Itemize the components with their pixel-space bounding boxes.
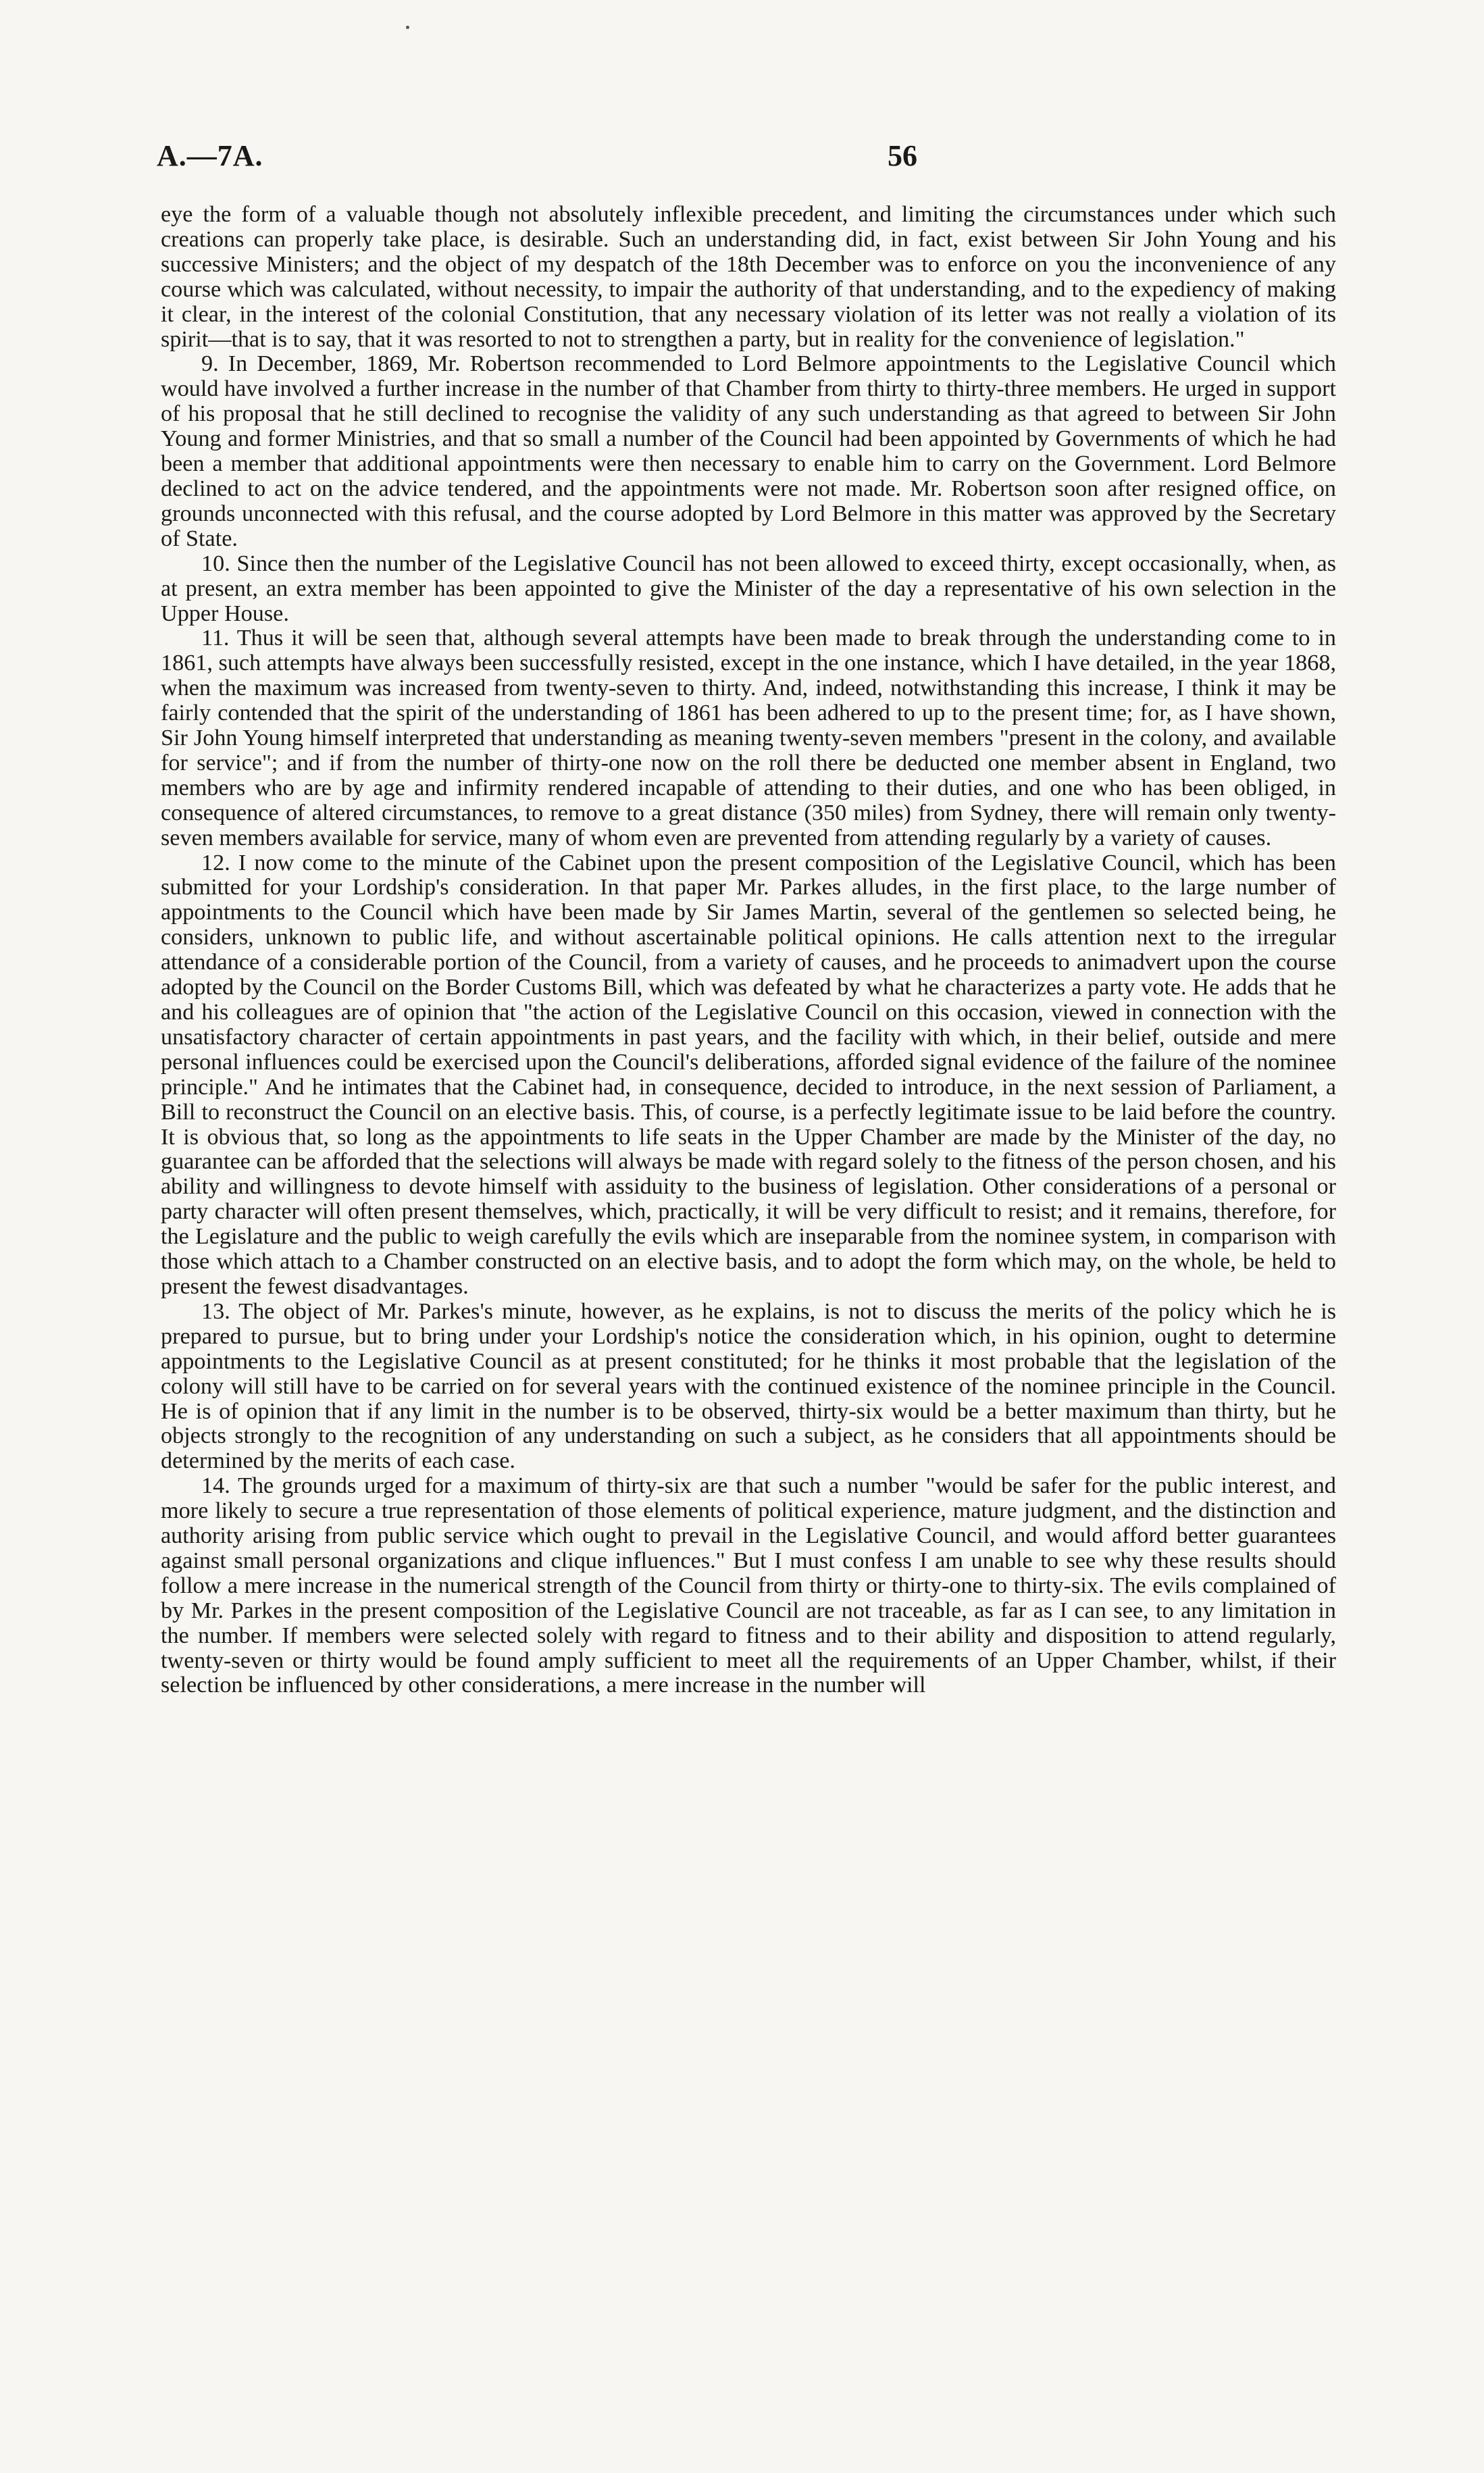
paragraph-text: The object of Mr. Parkes's minute, however, as he explains, is not to discuss the merits of the policy which he is prepared to pursue, but to bring under your Lordship's notice the consideration which, in his opinion, ought to determine appointments to the Legislative Council as at present constituted; for he thinks it most probable that the legislation of the colony will still have to be carried on for several years with the continued existence of the nominee principle in the Council. He is of opinion that if any limit in the number is to be observed, thirty-six would be a better maximum than thirty, but he objects strongly to the recognition of any understanding on such a subject, as he considers that all appointments should be determined by the merits of each case. — [161, 1298, 1337, 1474]
paragraph-number: 11. — [201, 626, 230, 651]
paragraph-9 — [161, 352, 1336, 551]
paragraph-number: 12. — [201, 850, 230, 875]
paragraph-number: 10. — [201, 551, 230, 576]
paragraph-12 — [161, 851, 1336, 1300]
document-reference: A.—7A. — [157, 139, 263, 172]
paragraph-text: In December, 1869, Mr. Robertson recommended to Lord Belmore appointments to the Legislative Council which would have involved a further increase in the number of that Chamber from thirty to thirty-three members. He urged in support of his proposal that he still declined to recognise the validity of any such understanding as that agreed to between Sir John Young and former Ministries, and that so small a number of the Council had been appointed by Governments of which he had been a member that additional appointments were then necessary to enable him to carry on the Government. Lord Belmore declined to act on the advice tendered, and the appointments were not made. Mr. Robertson soon after resigned office, on grounds unconnected with this refusal, and the course adopted by Lord Belmore in this matter was approved by the Secretary of State. — [161, 351, 1337, 551]
paragraph-14 — [161, 1474, 1336, 1698]
paragraph-13 — [161, 1300, 1336, 1474]
page-number: 56 — [888, 139, 917, 172]
paragraph-number: 14. — [201, 1473, 230, 1499]
paragraph-10 — [161, 552, 1336, 627]
paragraph-text: Since then the number of the Legislative Council has not been allowed to exceed thirty, except occasionally, when, as at present, an extra member has been appointed to give the Minister of the day a representative of his own selection in the Upper House. — [161, 551, 1336, 626]
page-header — [157, 138, 1335, 179]
paragraph-text: I now come to the minute of the Cabinet upon the present composition of the Legislative Council, which has been submitted for your Lordship's consideration. In that paper Mr. Parkes alludes, in the first place, to the large number of appointments to the Council which have been made by Sir James Martin, several of the gentlemen so selected being, he considers, unknown to public life, and without ascertainable political opinions. He calls attention next to the irregular attendance of a considerable portion of the Council, from a variety of causes, and he proceeds to animadvert upon the course adopted by the Council on the Border Customs Bill, which was defeated by what he characterizes a party vote. He adds that he and his colleagues are of opinion that "the action of the Legislative Council on this occasion, viewed in connection with the unsatisfactory character of certain appointments in past years, and the facility with which, in their belief, outside and mere personal influences could be exercised upon the Council's deliberations, afforded signal evidence of the failure of the nominee principle." And he intimates that the Cabinet had, in consequence, decided to introduce, in the next session of Parliament, a Bill to reconstruct the Council on an elective basis. This, of course, is a perfectly legitimate issue to be laid before the country. It is obvious that, so long as the appointments to life seats in the Upper Chamber are made by the Minister of the day, no guarantee can be afforded that the selections will always be made with regard solely to the fitness of the person chosen, and his ability and willingness to devote himself with assiduity to the business of legislation. Other considerations of a personal or party character will often present themselves, which, practically, it will be very difficult to resist; and it remains, therefore, for the Legislature and the public to weigh carefully the evils which are inseparable from the nominee system, in comparison with those which attach to a Chamber constructed on an elective basis, and to adopt the form which may, on the whole, be held to present the fewest disadvantages. — [161, 850, 1337, 1299]
ink-speck — [406, 26, 409, 29]
paragraph-11 — [161, 626, 1336, 850]
paragraph-number: 13. — [201, 1298, 230, 1324]
paragraph-number: 9. — [201, 351, 219, 377]
paragraph-continued — [161, 203, 1336, 352]
paragraph-text: Thus it will be seen that, although several attempts have been made to break through the understanding come to in 1861, such attempts have always been successfully resisted, except in the one instance, which I have detailed, in the year 1868, when the maximum was increased from twenty-seven to thirty. And, indeed, notwithstanding this increase, I think it may be fairly contended that the spirit of the understanding of 1861 has been adhered to up to the present time; for, as I have shown, Sir John Young himself interpreted that understanding as meaning twenty-seven members "present in the colony, and available for service"; and if from the number of thirty-one now on the roll there be deducted one member absent in England, two members who are by age and infirmity rendered incapable of attending to their duties, and one who has been obliged, in consequence of altered circumstances, to remove to a great distance (350 miles) from Sydney, there will remain only twenty-seven members available for service, many of whom even are prevented from attending regularly by a variety of causes. — [161, 626, 1336, 850]
paragraph-text: The grounds urged for a maximum of thirty-six are that such a number "would be safer for the public interest, and more likely to secure a true representation of those elements of political experience, mature judgment, and the distinction and authority arising from public service which ought to prevail in the Legislative Council, and would afford better guarantees against small personal organizations and clique influences." But I must confess I am unable to see why these results should follow a mere increase in the numerical strength of the Council from thirty or thirty-one to thirty-six. The evils complained of by Mr. Parkes in the present composition of the Legislative Council are not traceable, as far as I can see, to any limitation in the number. If members were selected solely with regard to fitness and to their ability and disposition to attend regularly, twenty-seven or thirty would be found amply sufficient to meet all the requirements of an Upper Chamber, whilst, if their selection be influenced by other considerations, a mere increase in the number will — [161, 1473, 1336, 1698]
paragraph-text: eye the form of a valuable though not absolutely inflexible precedent, and limiting the circumstances under which such creations can properly take place, is desirable. Such an understanding did, in fact, exist between Sir John Young and his successive Ministers; and the object of my despatch of the 18th December was to enforce on you the inconvenience of any course which was calculated, without necessity, to impair the authority of that understanding, and to the expediency of making it clear, in the interest of the colonial Constitution, that any necessary violation of its letter was not really a violation of its spirit—that is to say, that it was resorted to not to strengthen a party, but in reality for the convenience of legislation." — [161, 202, 1336, 352]
document-body — [161, 203, 1336, 1698]
